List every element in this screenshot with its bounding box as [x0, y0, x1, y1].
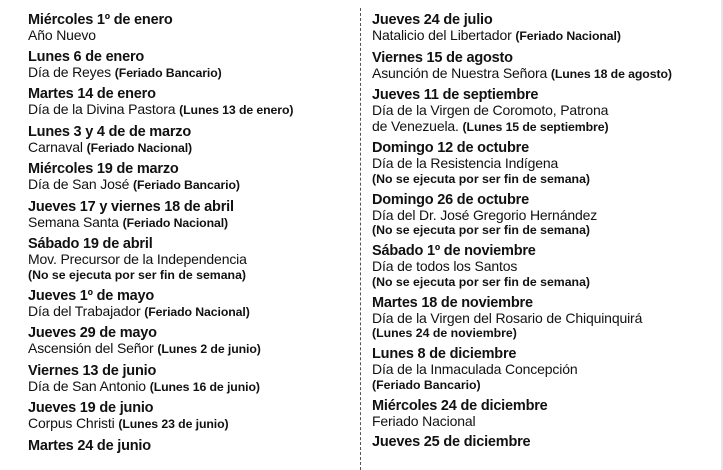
holiday-description: Día de la Divina Pastora (Lunes 13 de enero): [28, 101, 294, 117]
holiday-note: (Lunes 16 de junio): [149, 379, 260, 394]
holiday-entry: [28, 161, 350, 194]
holiday-date: Martes 14 de enero: [28, 86, 156, 102]
holiday-entry: [372, 12, 717, 45]
holiday-note: (Feriado Bancario): [133, 178, 240, 192]
holiday-note: (No se ejecuta por ser fin de semana): [372, 274, 590, 289]
column-divider: [360, 8, 361, 470]
holiday-note: (No se ejecuta por ser fin de semana): [372, 223, 590, 237]
holiday-note: (Lunes 18 de agosto): [550, 66, 672, 81]
holiday-entry: [28, 438, 350, 454]
holiday-date: Jueves 17 y viernes 18 de abril: [28, 198, 234, 215]
holiday-date: Lunes 3 y 4 de de marzo: [28, 123, 192, 140]
holiday-description: Día de la Inmaculada Concepción: [372, 361, 578, 377]
holiday-description: Día de San José (Feriado Bancario): [28, 176, 240, 192]
holiday-list-left: [28, 12, 350, 459]
holiday-date: Miércoles 24 de diciembre: [372, 397, 548, 414]
holiday-entry: [372, 434, 717, 450]
holiday-date: Jueves 11 de septiembre: [372, 87, 539, 103]
holiday-note: (Feriado Nacional): [144, 304, 250, 319]
holiday-date: Jueves 25 de diciembre: [372, 434, 531, 450]
holiday-date: Lunes 6 de enero: [28, 48, 145, 65]
holiday-entry: [372, 295, 717, 342]
holiday-description: Año Nuevo: [28, 27, 96, 43]
holiday-description: Corpus Christi (Lunes 23 de junio): [28, 415, 229, 431]
holiday-date: Jueves 19 de junio: [28, 400, 154, 416]
holiday-entry: [28, 236, 350, 283]
holiday-description: Feriado Nacional: [372, 412, 476, 429]
holiday-date: Jueves 29 de mayo: [28, 325, 157, 341]
holiday-entry: [372, 398, 717, 430]
holiday-date: Jueves 1º de mayo: [28, 287, 155, 304]
holiday-date: Lunes 8 de diciembre: [372, 346, 517, 362]
holiday-date: Martes 18 de noviembre: [372, 294, 533, 311]
holiday-date: Viernes 15 de agosto: [372, 49, 513, 66]
holiday-note: (Lunes 24 de noviembre): [372, 326, 517, 340]
holiday-entry: [372, 192, 717, 239]
holiday-note: (Feriado Bancario): [372, 377, 481, 392]
holiday-date: Domingo 12 de octubre: [372, 140, 529, 156]
holiday-entry: [28, 199, 350, 232]
holiday-date: Miércoles 19 de marzo: [28, 161, 179, 177]
holiday-entry: [28, 288, 350, 321]
holiday-entry: [372, 87, 717, 135]
holiday-entry: [372, 50, 717, 83]
holiday-date: Sábado 19 de abril: [28, 236, 153, 252]
holiday-description: Día del Dr. José Gregorio Hernández: [372, 206, 598, 223]
holiday-date: Martes 24 de junio: [28, 437, 151, 454]
holiday-note: (Lunes 15 de septiembre): [462, 119, 609, 134]
holiday-note: (Feriado Nacional): [515, 29, 621, 43]
holiday-entry: [372, 140, 717, 187]
holiday-description: Día de Reyes (Feriado Bancario): [28, 63, 222, 80]
holiday-description: Carnaval (Feriado Nacional): [28, 138, 193, 155]
holiday-entry: [28, 12, 350, 44]
holiday-entry: [28, 400, 350, 433]
holiday-description: Día de todos los Santos: [372, 258, 518, 274]
holiday-entry: [28, 325, 350, 358]
holiday-note: (Lunes 2 de junio): [157, 342, 261, 356]
holiday-note: (Lunes 23 de junio): [118, 417, 229, 431]
holiday-description: Día del Trabajador (Feriado Nacional): [28, 302, 250, 319]
holiday-description: Día de la Virgen de Coromoto, Patrona: [372, 102, 609, 118]
holiday-description: Mov. Precursor de la Independencia: [28, 251, 247, 267]
holiday-note: (Feriado Nacional): [122, 215, 229, 230]
holiday-note: (Feriado Nacional): [86, 140, 193, 155]
holiday-note: (No se ejecuta por ser fin de semana): [372, 171, 590, 186]
holiday-description: Natalicio del Libertador (Feriado Nacional): [372, 27, 621, 43]
holiday-date: Domingo 26 de octubre: [372, 191, 529, 208]
holiday-entry: [28, 124, 350, 157]
holiday-note: (No se ejecuta por ser fin de semana): [28, 267, 246, 282]
holiday-date: Sábado 1º de noviembre: [372, 243, 536, 259]
holiday-description-cont: de Venezuela. (Lunes 15 de septiembre): [372, 117, 609, 134]
holiday-date: Viernes 13 de junio: [28, 362, 157, 379]
holiday-description: Ascensión del Señor (Lunes 2 de junio): [28, 340, 261, 356]
holiday-description: Asunción de Nuestra Señora (Lunes 18 de agosto): [372, 64, 672, 81]
holiday-description: Día de la Resistencia Indígena: [372, 155, 559, 171]
holiday-entry: [28, 49, 350, 82]
holiday-entry: [28, 86, 350, 119]
holiday-date: Miércoles 1º de enero: [28, 12, 173, 28]
holiday-entry: [372, 243, 717, 290]
holiday-note: (Lunes 13 de enero): [179, 103, 294, 117]
holiday-note: (Feriado Bancario): [114, 65, 222, 80]
holiday-description: Día de San Antonio (Lunes 16 de junio): [28, 377, 260, 394]
holiday-entry: [372, 346, 717, 393]
holiday-date: Jueves 24 de julio: [372, 12, 493, 28]
holiday-entry: [28, 363, 350, 396]
holiday-list-right: [372, 12, 717, 455]
holiday-description: Día de la Virgen del Rosario de Chiquinquirá: [372, 309, 643, 326]
holiday-description: Semana Santa (Feriado Nacional): [28, 213, 229, 230]
